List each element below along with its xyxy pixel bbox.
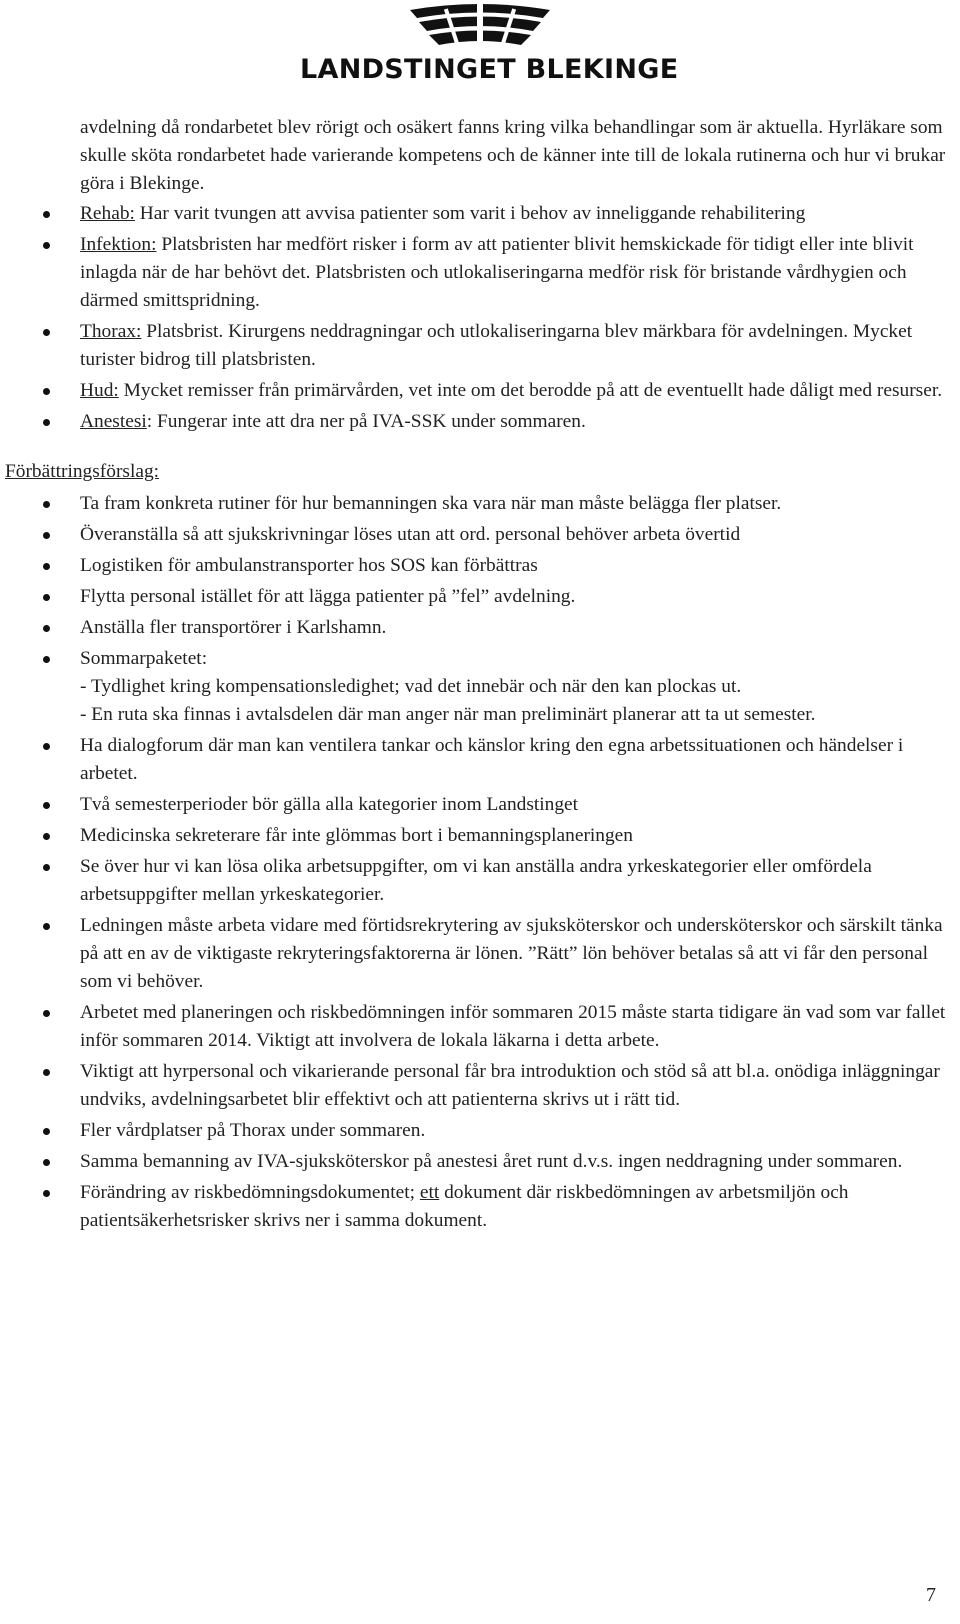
improvements-heading: Förbättringsförslag: xyxy=(5,461,160,482)
issue-text: Platsbrist. Kirurgens neddragningar och utlokaliseringarna blev märkbara för avdelningen. Mycket turister bidrog till platsbristen. xyxy=(80,321,913,370)
list-item xyxy=(0,1179,950,1235)
list-item: Två semesterperioder bör gälla alla kategorier inom Landstinget xyxy=(0,791,950,819)
issue-label: Infektion: xyxy=(80,234,157,255)
list-item: Fler vårdplatser på Thorax under sommaren. xyxy=(0,1117,950,1145)
summer-package-title: Sommarpaketet: xyxy=(80,648,208,669)
list-item: Ledningen måste arbeta vidare med förtidsrekrytering av sjuksköterskor och undersköterskor och särskilt tänka på att en av de viktigaste rekryteringsfaktorerna är lönen. ”Rätt” lön behöver betalas så att vi får den personal som vi behöver. xyxy=(0,912,950,996)
summer-package-line: - En ruta ska finnas i avtalsdelen där man anger när man preliminärt planerar att ta ut semester. xyxy=(80,704,816,725)
summer-package-item xyxy=(0,645,950,729)
list-item: Viktigt att hyrpersonal och vikarierande personal får bra introduktion och stöd så att bl.a. onödiga inläggningar undviks, avdelningsarbetet blir effektivt och att patienterna skrivs ut i rätt tid. xyxy=(0,1058,950,1114)
list-item: Se över hur vi kan lösa olika arbetsuppgifter, om vi kan anställa andra yrkeskategorier eller omfördela arbetsuppgifter mellan yrkeskategorier. xyxy=(0,853,950,909)
issue-text: Platsbristen har medfört risker i form av att patienter blivit hemskickade för tidigt eller inte blivit inlagda när de har behövt det. Platsbristen och utlokaliseringarna medför risk för bristande vårdhygien och därmed smittspridning. xyxy=(80,234,914,311)
issues-list xyxy=(0,200,960,436)
list-item xyxy=(0,377,950,405)
issue-text: Mycket remisser från primärvården, vet inte om det berodde på att de eventuellt hade dåligt med resurser. xyxy=(118,380,943,401)
item-text: Förändring av riskbedömningsdokumentet; xyxy=(80,1182,420,1203)
list-item: Ta fram konkreta rutiner för hur bemanningen ska vara när man måste belägga fler platser. xyxy=(0,490,950,518)
issue-text: : Fungerar inte att dra ner på IVA-SSK under sommaren. xyxy=(146,411,586,432)
list-item xyxy=(0,231,950,315)
list-item: Samma bemanning av IVA-sjuksköterskor på anestesi året runt d.v.s. ingen neddragning under sommaren. xyxy=(0,1148,950,1176)
item-text: dokument där riskbedömningen av arbetsmiljön och patientsäkerhetsrisker skrivs ner i samma dokument. xyxy=(80,1182,849,1231)
page-number: 7 xyxy=(926,1584,936,1606)
ship-logo-icon xyxy=(405,2,555,52)
list-item xyxy=(0,318,950,374)
list-item: Överanställa så att sjukskrivningar löses utan att ord. personal behöver arbeta övertid xyxy=(0,521,950,549)
list-item: Flytta personal istället för att lägga patienter på ”fel” avdelning. xyxy=(0,583,950,611)
issue-label: Anestesi xyxy=(80,411,147,432)
item-emphasis: ett xyxy=(419,1182,440,1203)
document-body xyxy=(0,114,960,1238)
improvements-list xyxy=(0,490,960,1235)
list-item: Logistiken för ambulanstransporter hos SOS kan förbättras xyxy=(0,552,950,580)
list-item: Anställa fler transportörer i Karlshamn. xyxy=(0,614,950,642)
org-name: LANDSTINGET BLEKINGE xyxy=(300,54,679,85)
summer-package-line: - Tydlighet kring kompensationsledighet; vad det innebär och när den kan plockas ut. xyxy=(80,676,742,697)
list-item xyxy=(0,408,950,436)
issue-label: Thorax: xyxy=(80,321,142,342)
list-item: Medicinska sekreterare får inte glömmas bort i bemanningsplaneringen xyxy=(0,822,950,850)
issue-label: Rehab: xyxy=(80,203,135,224)
list-item: Arbetet med planeringen och riskbedömningen inför sommaren 2015 måste starta tidigare än vad som var fallet inför sommaren 2014. Viktigt att involvera de lokala läkarna i detta arbete. xyxy=(0,999,950,1055)
header-logo xyxy=(300,2,679,90)
list-item xyxy=(0,200,950,228)
list-item: Ha dialogforum där man kan ventilera tankar och känslor kring den egna arbetssituationen och händelser i arbetet. xyxy=(0,732,950,788)
issue-text: Har varit tvungen att avvisa patienter som varit i behov av inneliggande rehabilitering xyxy=(134,203,806,224)
issue-label: Hud: xyxy=(80,380,119,401)
intro-paragraph: avdelning då rondarbetet blev rörigt och osäkert fanns kring vilka behandlingar som är aktuella. Hyrläkare som skulle sköta rondarbetet hade varierande kompetens och de känner inte till de lokala rutinerna och hur vi brukar göra i Blekinge. xyxy=(80,117,946,194)
